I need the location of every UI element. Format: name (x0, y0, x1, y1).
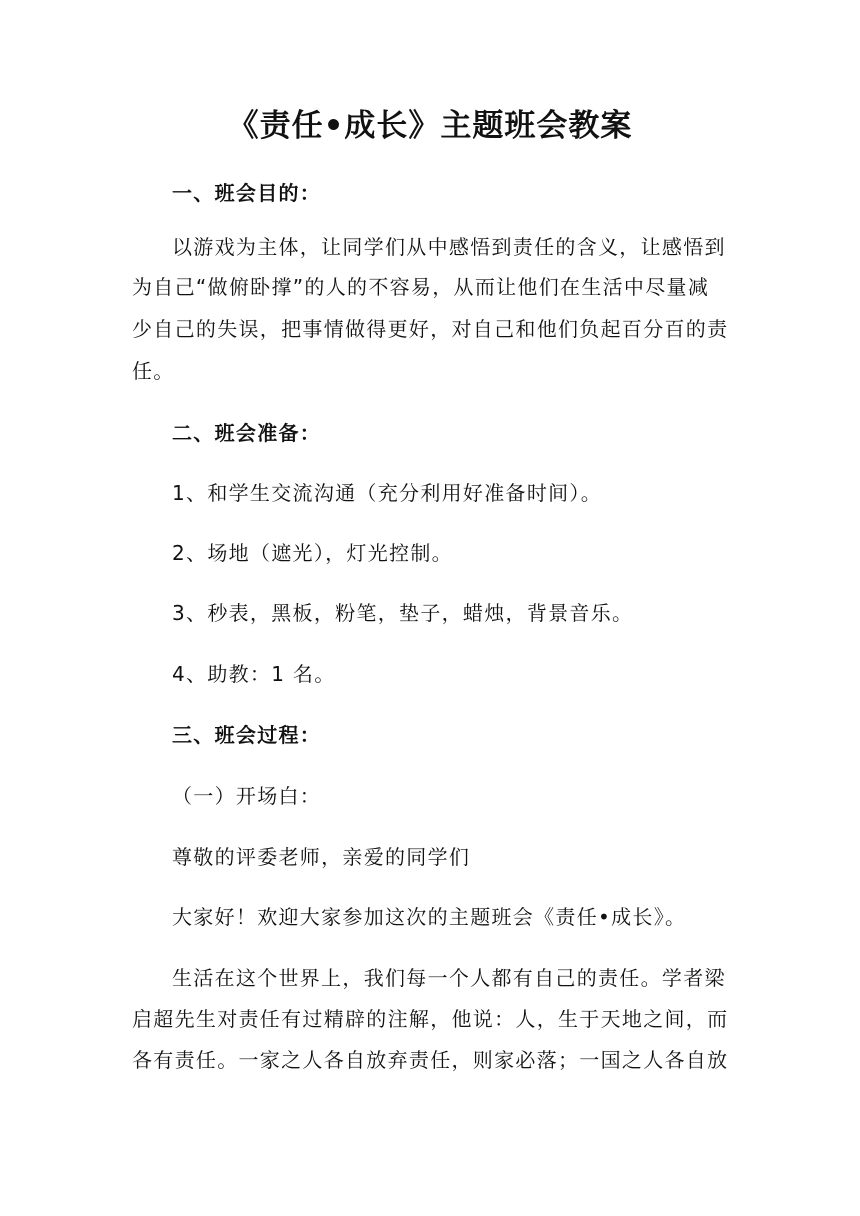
section-heading-process: 三、班会过程： (172, 723, 322, 747)
paragraph-line: 启超先生对责任有过精辟的注解，他说：人，生于天地之间，而 (132, 1007, 729, 1031)
greeting-line: 尊敬的评委老师，亲爱的同学们 (172, 845, 471, 869)
sub-heading-opening: （一）开场白： (172, 784, 322, 808)
section-heading-preparation: 二、班会准备： (172, 421, 322, 445)
list-item: 2、场地（遮光），灯光控制。 (172, 541, 453, 565)
list-item: 3、秒表，黑板，粉笔，垫子，蜡烛，背景音乐。 (172, 601, 634, 625)
paragraph-line: 生活在这个世界上，我们每一个人都有自己的责任。学者梁 (172, 966, 726, 990)
section-heading-purpose: 一、班会目的： (172, 181, 322, 205)
paragraph-line: 为自己“做俯卧撑”的人的不容易，从而让他们在生活中尽量减 (132, 275, 710, 299)
list-item: 4、助教：1 名。 (172, 662, 336, 686)
paragraph-line: 以游戏为主体，让同学们从中感悟到责任的含义，让感悟到 (172, 235, 726, 259)
paragraph-line: 少自己的失误，把事情做得更好，对自己和他们负起百分百的责 (132, 317, 729, 341)
paragraph-line: 各有责任。一家之人各自放弃责任，则家必落；一国之人各自放 (132, 1048, 729, 1072)
paragraph-line: 任。 (132, 359, 175, 383)
welcome-line: 大家好！欢迎大家参加这次的主题班会《责任•成长》。 (172, 905, 687, 929)
list-item: 1、和学生交流沟通（充分利用好准备时间）。 (172, 481, 603, 505)
document-title: 《责任•成长》主题班会教案 (227, 108, 633, 144)
